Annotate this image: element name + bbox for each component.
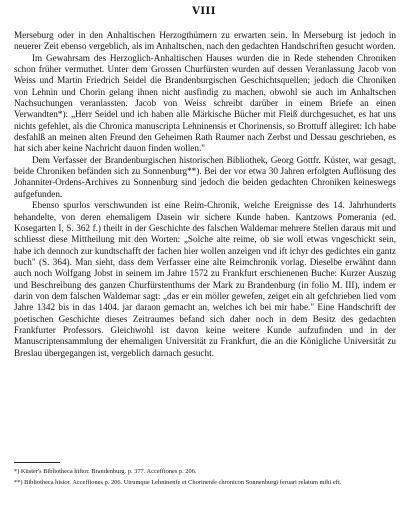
body-text bbox=[14, 30, 396, 359]
paragraph: Dem Verfasser der Brandenburgischen historischen Bibliothek, Georg Gottfr. Küster, war gesagt, beide Chroniken befänden sich zu Sonnenburg**). Bei der vor etwa 30 Jahren erfolgten Auflösung des Johanniter-Ordens-Archives zu Sonnenburg sind jedoch die beiden gedachten Chroniken keineswegs aufgefunden. bbox=[14, 154, 396, 199]
footnote: *) Küster's Bibliotheca hiftor. Brandenburg. p. 377. Acceffiones p. 206. bbox=[14, 468, 197, 475]
footnote: **) Bibliotheca histor. Acceffiones p. 206. Utrumque Lehninenfe et Chorinenfe chronicon Sonnenburgi feruari relatum mihi eft. bbox=[14, 479, 342, 486]
paragraph: Ebenso spurlos verschwunden ist eine Reim-Chronik, welche Ereignisse des 14. Jahrhunderts behandelte, von deren ehemaligem Dasein wir sichere Kunde haben. Kantzows Pomerania (ed. Kosegarten I, S. 362 f.) theilt in der Geschichte des falschen Waldemar mehrere Stellen daraus mit und schliesst diese Mittheilung mit den Worten: „Solche alte reime, ob sie woll etwas vngeschickt sein, habe ich dennoch zur kundtschafft der fachen hier wollen anzeigen vnd ift ichyr des gedichtes ein gantz buch" (S. 364). Man sieht, dass dem Verfasser eine alte Reimchronik vorlag. Dieselbe erwähnt dann auch noch Wolfgang Jobst in seinem im Jahre 1572 zu Frankfurt erschienenen Buche: Kurzer Auszug und Beschreibung des ganzen Churfürstenthums der Mark zu Brandenburg (in folio M. III), indem er darin von dem falschen Waldemar sagt: „das er ein möller gewefen, zeiget ein alt gefchrieben lied vom Jahre 1342 bis in das 1404. jar daraon gemacht an, welches ich bei mir habe." Eine Handschrift der poetischen Geschichte dieses Zeitraumes befand sich daher noch in dem Besitz des gedachten Frankfurter Professors. Gleichwohl ist davon keine weitere Kunde aufzufinden und in der Manuscriptensammlung der ehemaligen Universität zu Frankfurt, die an die Königliche Universität zu Breslau übergegangen ist, vergeblich darnach gesucht. bbox=[14, 200, 396, 358]
paragraph: Im Gewahrsam des Herzoglich-Anhaltischen Hauses wurden die in Rede stehenden Chroniken schon früher vermuthet. Unter dem Grossen Churfürsten wurden auf dessen Veranlassung Jacob von Weiss und Martin Friedrich Seidel die Brandenburgischen Geschichtsquellen; jedoch die Chroniken von Lehnin und Chorin gelang ihnen nicht ausfindig zu machen, obwohl sie auch im Anhaltschen Nachsuchungen veranlassten. Jacob von Weiss schreibt darüber in einem Briefe an einen Verwandten*): „Herr Seidel und ich haben alle Märkische Bücher mit Fleiß durchgesuchet, es hat uns nichts gefehlet, als die Chronica manuscripta Lehninensis et Chorinensis, so Brottuff allegiret: Ich habe desfahlß an meinen alten Freund den Geheimen Rath Raumer nach Zerbst und Dessau geschrieben, es hat sich aber keine Nachricht dauon finden wollen." bbox=[14, 52, 396, 154]
footnote-divider bbox=[14, 462, 60, 463]
page-number: VIII bbox=[192, 6, 216, 17]
paragraph: Merseburg oder in den Anhaltischen Herzogthümern zu erwarten sein. In Merseburg ist jedoch in neuerer Zeit ebenso vergeblich, als im Anhaltschen, nach den gedachten Handschriften gesucht worden. bbox=[14, 30, 396, 52]
footnotes bbox=[14, 467, 396, 489]
